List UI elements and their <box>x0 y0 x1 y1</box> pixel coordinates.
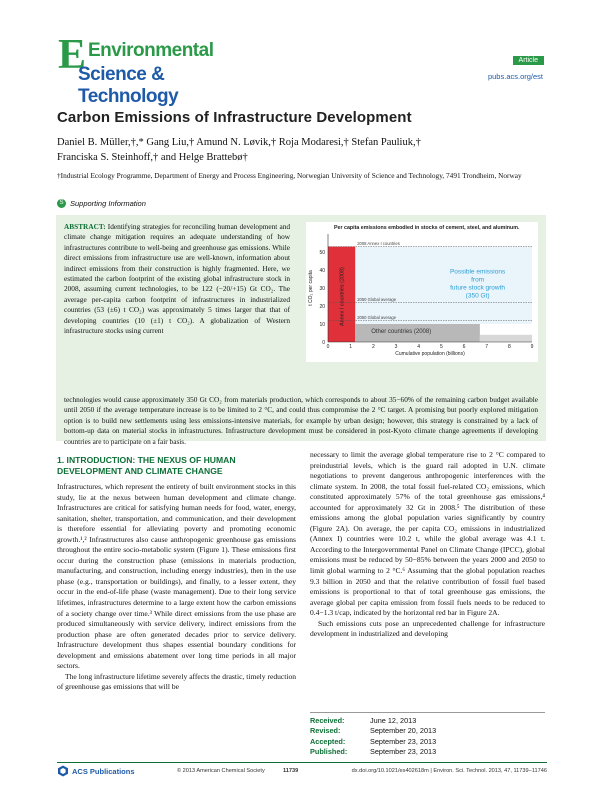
page-number: 11739 <box>283 768 299 774</box>
series-label-annex: Annex I countries (2008) <box>339 267 346 326</box>
x-tick-label: 1 <box>349 344 353 350</box>
x-tick-label: 3 <box>394 344 398 350</box>
date-row: Published: September 23, 2013 <box>310 747 437 757</box>
left-column <box>57 482 296 693</box>
x-tick-label: 4 <box>417 344 421 350</box>
authors-line-2: Franciska S. Steinhoff,† and Helge Brattebø† <box>57 152 248 163</box>
page-footer <box>57 762 547 776</box>
date-row: Received: June 12, 2013 <box>310 716 417 725</box>
future-annotation-line: Possible emissions <box>449 268 506 276</box>
authors-line-1: Daniel B. Müller,†,* Gang Liu,† Amund N. Løvik,† Roja Modaresi,† Stefan Pauliuk,† <box>57 137 421 148</box>
journal-url-link[interactable]: pubs.acs.org/est <box>487 72 543 81</box>
doi-link[interactable]: dx.doi.org/10.1021/es402618m | Environ. Sci. Technol. 2013, 47, 11739−11746 <box>351 768 547 774</box>
toc-chart <box>306 222 538 362</box>
x-tick-label: 8 <box>507 344 511 350</box>
bar-remaining <box>480 335 532 342</box>
logo-top-text: Environmental <box>88 40 214 61</box>
annotation-mid-level: 2050 Global average <box>357 296 397 302</box>
chart-title: Per capita emissions embodied in stocks of cement, steel, and aluminum. <box>334 225 520 231</box>
date-row: Accepted: September 23, 2013 <box>310 736 437 746</box>
x-tick-label: 5 <box>439 344 443 350</box>
publisher-logo[interactable] <box>57 765 135 777</box>
paper-title: Carbon Emissions of Infrastructure Development <box>57 109 412 126</box>
x-axis-label: Cumulative population (billions) <box>395 351 465 357</box>
author-list <box>57 135 557 165</box>
future-area <box>355 247 532 324</box>
y-tick-label: 40 <box>319 267 325 274</box>
x-tick-label: 9 <box>530 344 534 350</box>
supporting-info-icon: S <box>57 199 66 208</box>
y-tick-label: 50 <box>319 249 325 256</box>
future-annotation-line: (350 Gt) <box>465 292 490 300</box>
abstract-full: technologies would cause approximately 350 Gt CO₂ from materials production, which corresponds to about 35−60% of the remaining carbon budget available until 2050 if the average temperature increase is to be limited to 2 °C, and could thus compromise the 2 °C target. A promising but poorly explored mitigation option is to build new settlements using less emissions-intensive materials, for example by urban design; however, this strategy is constrained by a lack of bottom-up data on material stocks in infrastructures. Infrastructure development must be considered in post-Kyoto climate change agreements if developing countries are to participate on a fair basis. <box>64 395 538 446</box>
abstract-box <box>56 215 546 446</box>
supporting-info-label: Supporting Information <box>70 199 146 208</box>
future-annotation-line: from <box>471 276 485 284</box>
date-row: Revised: September 20, 2013 <box>310 726 437 736</box>
abstract-heading: ABSTRACT: <box>64 222 106 231</box>
section-heading: 1. INTRODUCTION: THE NEXUS OF HUMAN DEVELOPMENT AND CLIMATE CHANGE <box>57 455 236 476</box>
copyright: © 2013 American Chemical Society <box>177 768 265 774</box>
logo-bottom-text: Science & Technology <box>78 64 179 107</box>
article-tag: Article <box>513 56 544 65</box>
right-paragraph-1: necessary to limit the average global temperature rise to 2 °C compared to preindustrial levels, which is the guard rail adopted in U.N. climate negotiations to prevent dangerous anthropogenic interferences with the climate system. In 2008, the total fossil fuel-related CO₂ emissions, which constituted approximately 57% of the total greenhouse gas emissions,⁴ accounted for approximately 32 Gt in 2008.⁵ The distribution of these emissions among the global population varies significantly by country (Figure 2A). On average, the per capita CO₂ emissions in industrialized (Annex I) countries were 10.2 t, while the global average was 4.1 t. According to the Intergovernmental Panel on Climate Change (IPCC), global emissions must be reduced by 50−85% between the years 2000 and 2050 to limit global warming to 2 °C.⁶ Assuming that the global population reaches 9.3 billion in 2050 and that the relative contribution of fossil fuel based emissions is proportional to that of total greenhouse gas emissions, the average global per capita emission from fossil fuels needs to be reduced to 0.4−1.3 t/cap, indicated by the horizontal red bar in Figure 2A. <box>310 450 545 618</box>
right-paragraph-2: Such emissions cuts pose an unprecedented challenge for infrastructure development in industrialized and developing <box>310 618 545 639</box>
journal-logo: E Environmental Science & Technology <box>58 34 228 98</box>
abstract-left-text: Identifying strategies for reconciling human development and climate change mitigation requires an adequate understanding of how infrastructures contribute to well-being and greenhouse gas emissions. While direct emissions from infrastructure use are well-known, information about indirect emissions from their construction is highly fragmented. Here, we estimated the carbon footprint of the existing global infrastructure stock in 2008, assuming current technologies, to be 122 (−20/+15) Gt CO₂. The average per-capita carbon footprint of infrastructures in industrialized countries (53 (±6) t CO₂) was approximately 5 times larger that that of developing countries (10 (±1) t CO₂). A globalization of Western infrastructure stocks using current <box>64 222 290 336</box>
acs-hexagon-icon <box>57 765 69 777</box>
annotation-annex-level: 2008 Annex I countries <box>357 241 400 247</box>
intro-paragraph: Infrastructures, which represent the entirety of built environment stocks in this study, lie at the nexus between human development and climate change. Infrastructures are critical for satisfying human needs for food, water, energy, sanitation, shelter, transportation, and communication, and their development is therefore essential for alleviating poverty and promoting economic growth.¹,² Infrastructures also cause anthropogenic greenhouse gas emissions throughout the entire socio-metabolic system (Figure 1). These emissions first occur during the construction phase (emissions in materials production, manufacturing, and construction, including energy industries), then in the use phase (e.g., transportation or buildings), and finally, to a lesser extent, they occur in the end-of-life phase (waste management). Due to their long service lifetimes, infrastructures determine to a large extent how the carbon emissions of a society change over time.³ While direct emissions from the use phase are produced simultaneously with service delivery, indirect emissions from the production phase are often generated decades prior to service delivery. Infrastructure development thus shapes essential boundary conditions for development and emissions abatement over long time periods in all major sectors. <box>57 482 296 671</box>
toc-graphic <box>306 222 538 362</box>
x-tick-label: 0 <box>326 344 330 350</box>
y-tick-label: 0 <box>322 339 325 346</box>
future-annotation-line: future stock growth <box>450 284 506 292</box>
x-tick-label: 6 <box>462 344 466 350</box>
abstract-left <box>64 222 290 336</box>
y-tick-label: 30 <box>319 285 325 292</box>
intro-paragraph-2: The long infrastructure lifetime severely affects the drastic, timely reduction of greenhouse gas emissions that will be <box>57 671 296 692</box>
x-tick-label: 7 <box>485 344 489 350</box>
y-tick-label: 10 <box>319 321 325 328</box>
received-dates <box>310 712 545 758</box>
publisher-name: ACS Publications <box>72 766 135 776</box>
right-column <box>310 450 545 640</box>
supporting-information-link[interactable] <box>57 199 146 208</box>
y-axis-label: t CO₂ per capita <box>308 270 314 306</box>
x-tick-label: 2 <box>371 344 375 350</box>
y-tick-label: 20 <box>319 303 325 310</box>
annotation-low-level: 2050 Global average <box>357 314 397 320</box>
affiliation: †Industrial Ecology Programme, Department of Energy and Process Engineering, Norwegian University of Science and Technology, 7491 Trondheim, Norway <box>57 171 522 180</box>
series-label-other: Other countries (2008) <box>371 329 432 335</box>
